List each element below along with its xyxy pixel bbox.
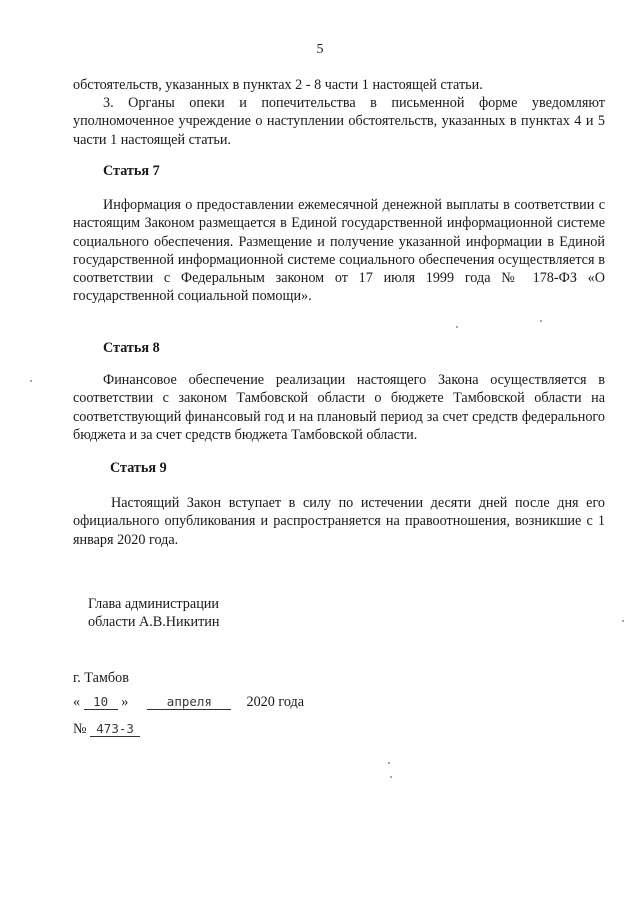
article-8-text: Финансовое обеспечение реализации настоящего Закона осуществляется в соответствии с законом Тамбовской области о бюджете Тамбовской области на соответствующий финансовый год и на плановый период за счет средств федерального бюджета и за счет средств бюджета Тамбовской области.: [73, 372, 605, 443]
article-7-text: Информация о предоставлении ежемесячной денежной выплаты в соответствии с настоящим Законом размещается в Единой государственной информационной системе социального обеспечения. Размещение и получение указанной информации в Единой государственной информационной системе социального обеспечения осуществляется в соответствии с Федеральным законом от 17 июля 1999 года № 178-ФЗ «О государственной социальной помощи».: [73, 197, 605, 305]
page-number: 5: [316, 42, 324, 57]
article-9-heading: Статья 9: [110, 460, 167, 476]
scan-speck: [622, 620, 624, 622]
scan-speck: [456, 326, 458, 328]
article-9-text: Настоящий Закон вступает в силу по истечении десяти дней после дня его официального опубликования и распространяется на правоотношения, возникшие с 1 января 2020 года.: [73, 495, 605, 548]
number-sign: №: [73, 721, 87, 737]
date-day: 10: [84, 695, 118, 710]
law-number-line: [73, 721, 140, 738]
article-7-heading: Статья 7: [103, 163, 160, 179]
scan-speck: [388, 762, 390, 764]
scan-speck: [540, 320, 542, 322]
law-number: 473-З: [90, 722, 140, 737]
paragraph-continuation: обстоятельств, указанных в пунктах 2 - 8 части 1 настоящей статьи.: [73, 77, 483, 93]
article-8-heading: Статья 8: [103, 340, 160, 356]
date-month: апреля: [147, 695, 231, 710]
date-year: 2020 года: [246, 694, 305, 710]
close-quote: »: [121, 694, 129, 710]
signature-name: области А.В.Никитин: [88, 614, 220, 630]
signature-title: Глава администрации: [88, 596, 219, 612]
scan-speck: [390, 776, 392, 778]
place-of-signing: г. Тамбов: [73, 670, 129, 686]
paragraph-item-3: 3. Органы опеки и попечительства в письменной форме уведомляют уполномоченное учреждение о наступлении обстоятельств, указанных в пунктах 4 и 5 части 1 настоящей статьи.: [73, 95, 605, 148]
date-line: [73, 694, 304, 711]
signature-block: [88, 595, 219, 631]
scan-speck: [30, 380, 32, 382]
open-quote: «: [73, 694, 81, 710]
